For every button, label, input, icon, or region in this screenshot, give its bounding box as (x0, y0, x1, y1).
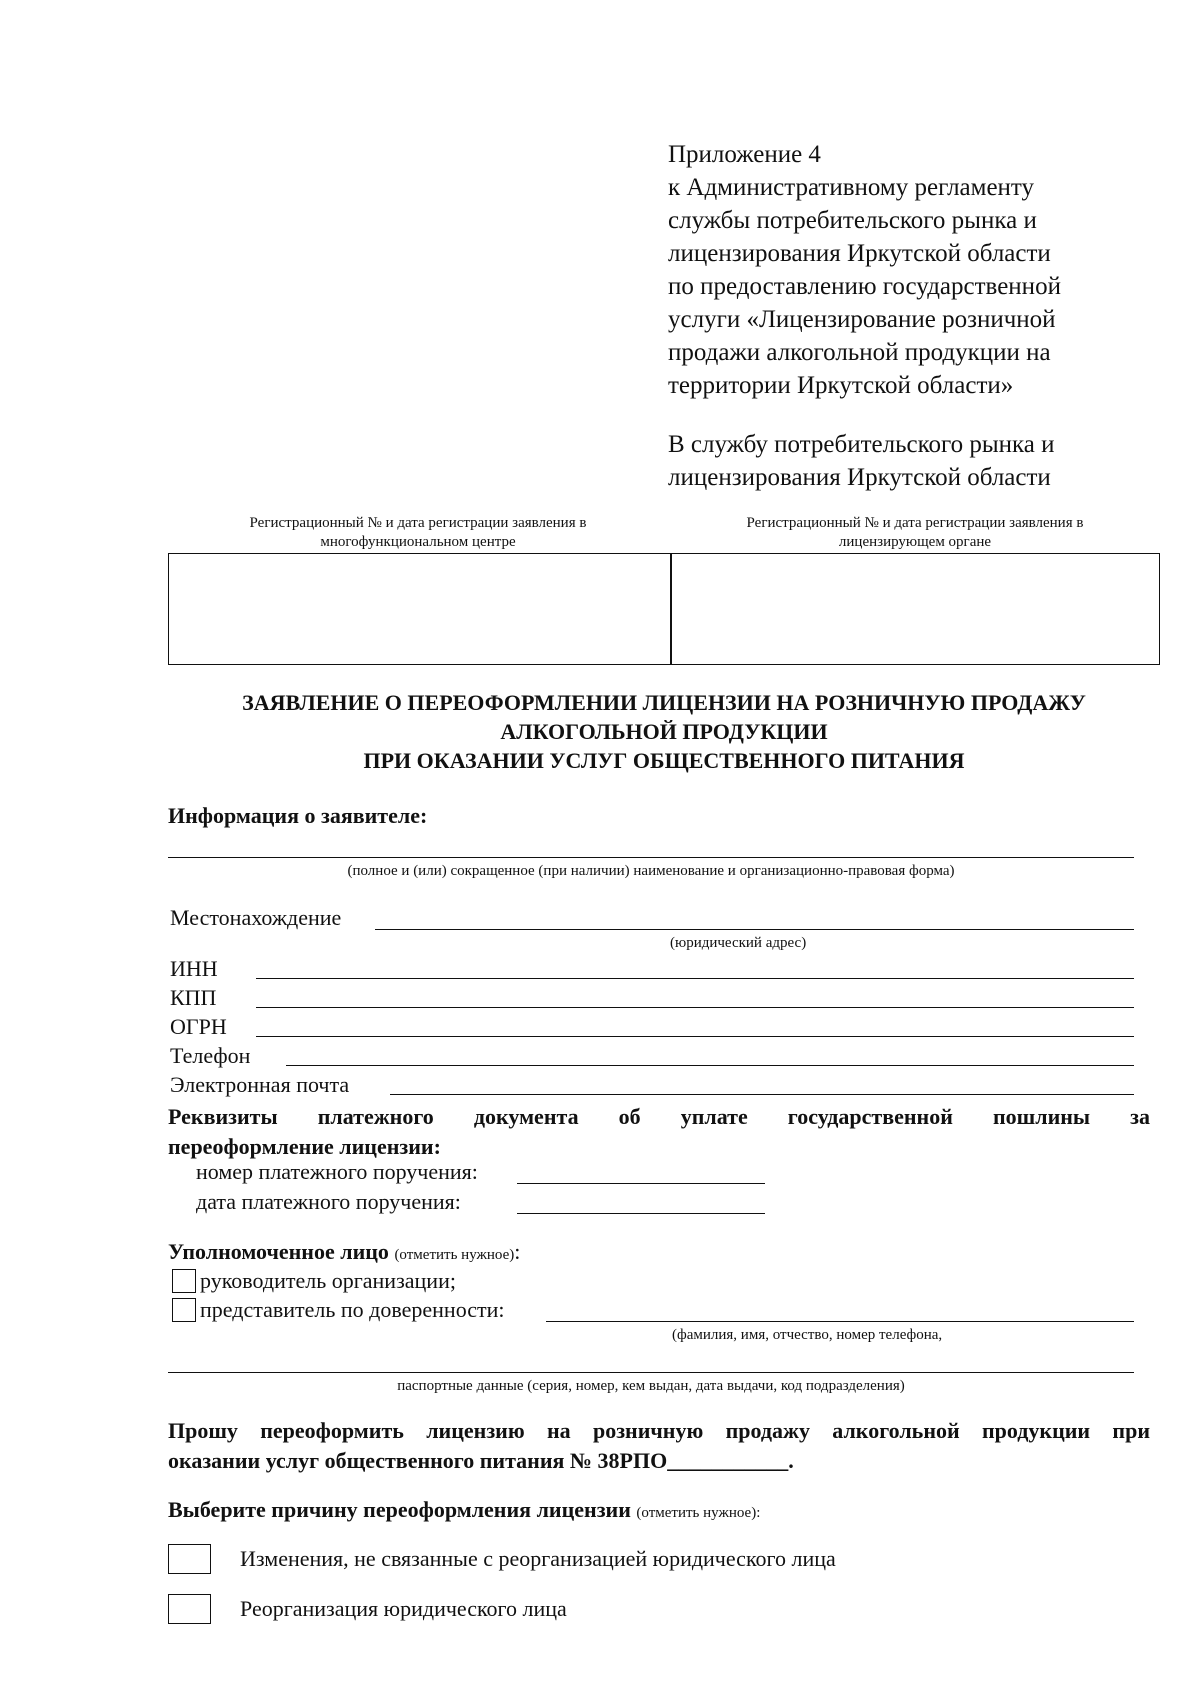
kpp-label: КПП (170, 985, 217, 1010)
payment-heading-line1: Реквизиты платежного документа об уплате государственной пошлины за (168, 1104, 1150, 1129)
authorized-heading-colon: : (514, 1239, 521, 1264)
reg-label-licensing (670, 514, 1160, 552)
appendix-header (668, 138, 1168, 402)
reason-option-changes: Изменения, не связанные с реорганизацией юридического лица (240, 1546, 836, 1571)
email-label: Электронная почта (170, 1072, 350, 1097)
reg-cell-mfc[interactable] (169, 554, 670, 664)
payment-date-field[interactable] (517, 1213, 765, 1214)
payment-heading (168, 1102, 1150, 1162)
payment-heading-line2: переоформление лицензии: (168, 1134, 441, 1159)
checkbox-head-of-organization[interactable] (172, 1269, 196, 1293)
reason-heading-text: Выберите причину переоформления лицензии (168, 1497, 631, 1522)
kpp-field[interactable] (256, 1007, 1134, 1008)
appendix-line: по предоставлению государственной (668, 273, 1061, 300)
appendix-line: Приложение 4 (668, 141, 821, 168)
option-head-label: руководитель организации; (200, 1268, 456, 1293)
appendix-line: лицензирования Иркутской области (668, 240, 1051, 267)
authorized-heading-note: (отметить нужное) (394, 1247, 515, 1263)
applicant-heading: Информация о заявителе: (168, 803, 428, 828)
appendix-line: продажи алкогольной продукции на (668, 339, 1051, 366)
payment-number-field[interactable] (517, 1183, 765, 1184)
document-title (168, 688, 1160, 775)
option-rep-label: представитель по доверенности: (200, 1297, 505, 1322)
payment-date-label: дата платежного поручения: (196, 1189, 461, 1214)
authorized-heading-text: Уполномоченное лицо (168, 1239, 389, 1264)
ogrn-field[interactable] (256, 1036, 1134, 1037)
reason-option-reorganization: Реорганизация юридического лица (240, 1596, 567, 1621)
request-line2: оказании услуг общественного питания № 38РПО___________. (168, 1448, 794, 1473)
checkbox-reason-changes[interactable] (168, 1544, 211, 1574)
representative-field[interactable] (546, 1321, 1134, 1322)
reg-label-mfc-line1: Регистрационный № и дата регистрации заявления в (249, 515, 587, 531)
request-paragraph (168, 1416, 1150, 1476)
authorized-heading (168, 1238, 520, 1269)
reg-label-licensing-line1: Регистрационный № и дата регистрации заявления в (746, 515, 1084, 531)
applicant-name-hint: (полное и (или) сокращенное (при наличии) наименование и организационно-правовая форма) (347, 863, 955, 879)
ogrn-label: ОГРН (170, 1014, 227, 1039)
checkbox-reason-reorganization[interactable] (168, 1594, 211, 1624)
reg-label-licensing-line2: лицензирующем органе (838, 534, 992, 550)
phone-label: Телефон (170, 1043, 251, 1068)
registration-table (168, 553, 1160, 665)
appendix-line: услуги «Лицензирование розничной (668, 306, 1056, 333)
passport-hint: паспортные данные (серия, номер, кем выдан, дата выдачи, код подразделения) (397, 1378, 905, 1394)
addressee-line: лицензирования Иркутской области (668, 464, 1051, 491)
request-line1: Прошу переоформить лицензию на розничную продажу алкогольной продукции при (168, 1418, 1150, 1443)
title-line2: АЛКОГОЛЬНОЙ ПРОДУКЦИИ (500, 719, 828, 744)
appendix-line: территории Иркутской области» (668, 372, 1014, 399)
reg-label-mfc (168, 514, 668, 552)
applicant-name-field[interactable] (168, 857, 1134, 858)
appendix-line: службы потребительского рынка и (668, 207, 1037, 234)
location-field[interactable] (375, 929, 1134, 930)
appendix-line: к Административному регламенту (668, 174, 1035, 201)
inn-field[interactable] (256, 978, 1134, 979)
location-label: Местонахождение (170, 905, 342, 930)
reason-heading-note: (отметить нужное): (636, 1505, 761, 1521)
email-field[interactable] (390, 1094, 1134, 1095)
addressee (668, 428, 1168, 494)
reg-cell-licensing[interactable] (672, 554, 1159, 664)
reason-heading (168, 1496, 760, 1527)
inn-label: ИНН (170, 956, 218, 981)
addressee-line: В службу потребительского рынка и (668, 431, 1055, 458)
title-line3: ПРИ ОКАЗАНИИ УСЛУГ ОБЩЕСТВЕННОГО ПИТАНИЯ (363, 748, 965, 773)
location-hint: (юридический адрес) (670, 935, 807, 951)
representative-hint: (фамилия, имя, отчество, номер телефона, (672, 1327, 943, 1343)
payment-number-label: номер платежного поручения: (196, 1159, 478, 1184)
checkbox-representative[interactable] (172, 1298, 196, 1322)
reg-label-mfc-line2: многофункциональном центре (320, 534, 516, 550)
phone-field[interactable] (286, 1065, 1134, 1066)
passport-field[interactable] (168, 1372, 1134, 1373)
title-line1: ЗАЯВЛЕНИЕ О ПЕРЕОФОРМЛЕНИИ ЛИЦЕНЗИИ НА РОЗНИЧНУЮ ПРОДАЖУ (242, 690, 1086, 715)
